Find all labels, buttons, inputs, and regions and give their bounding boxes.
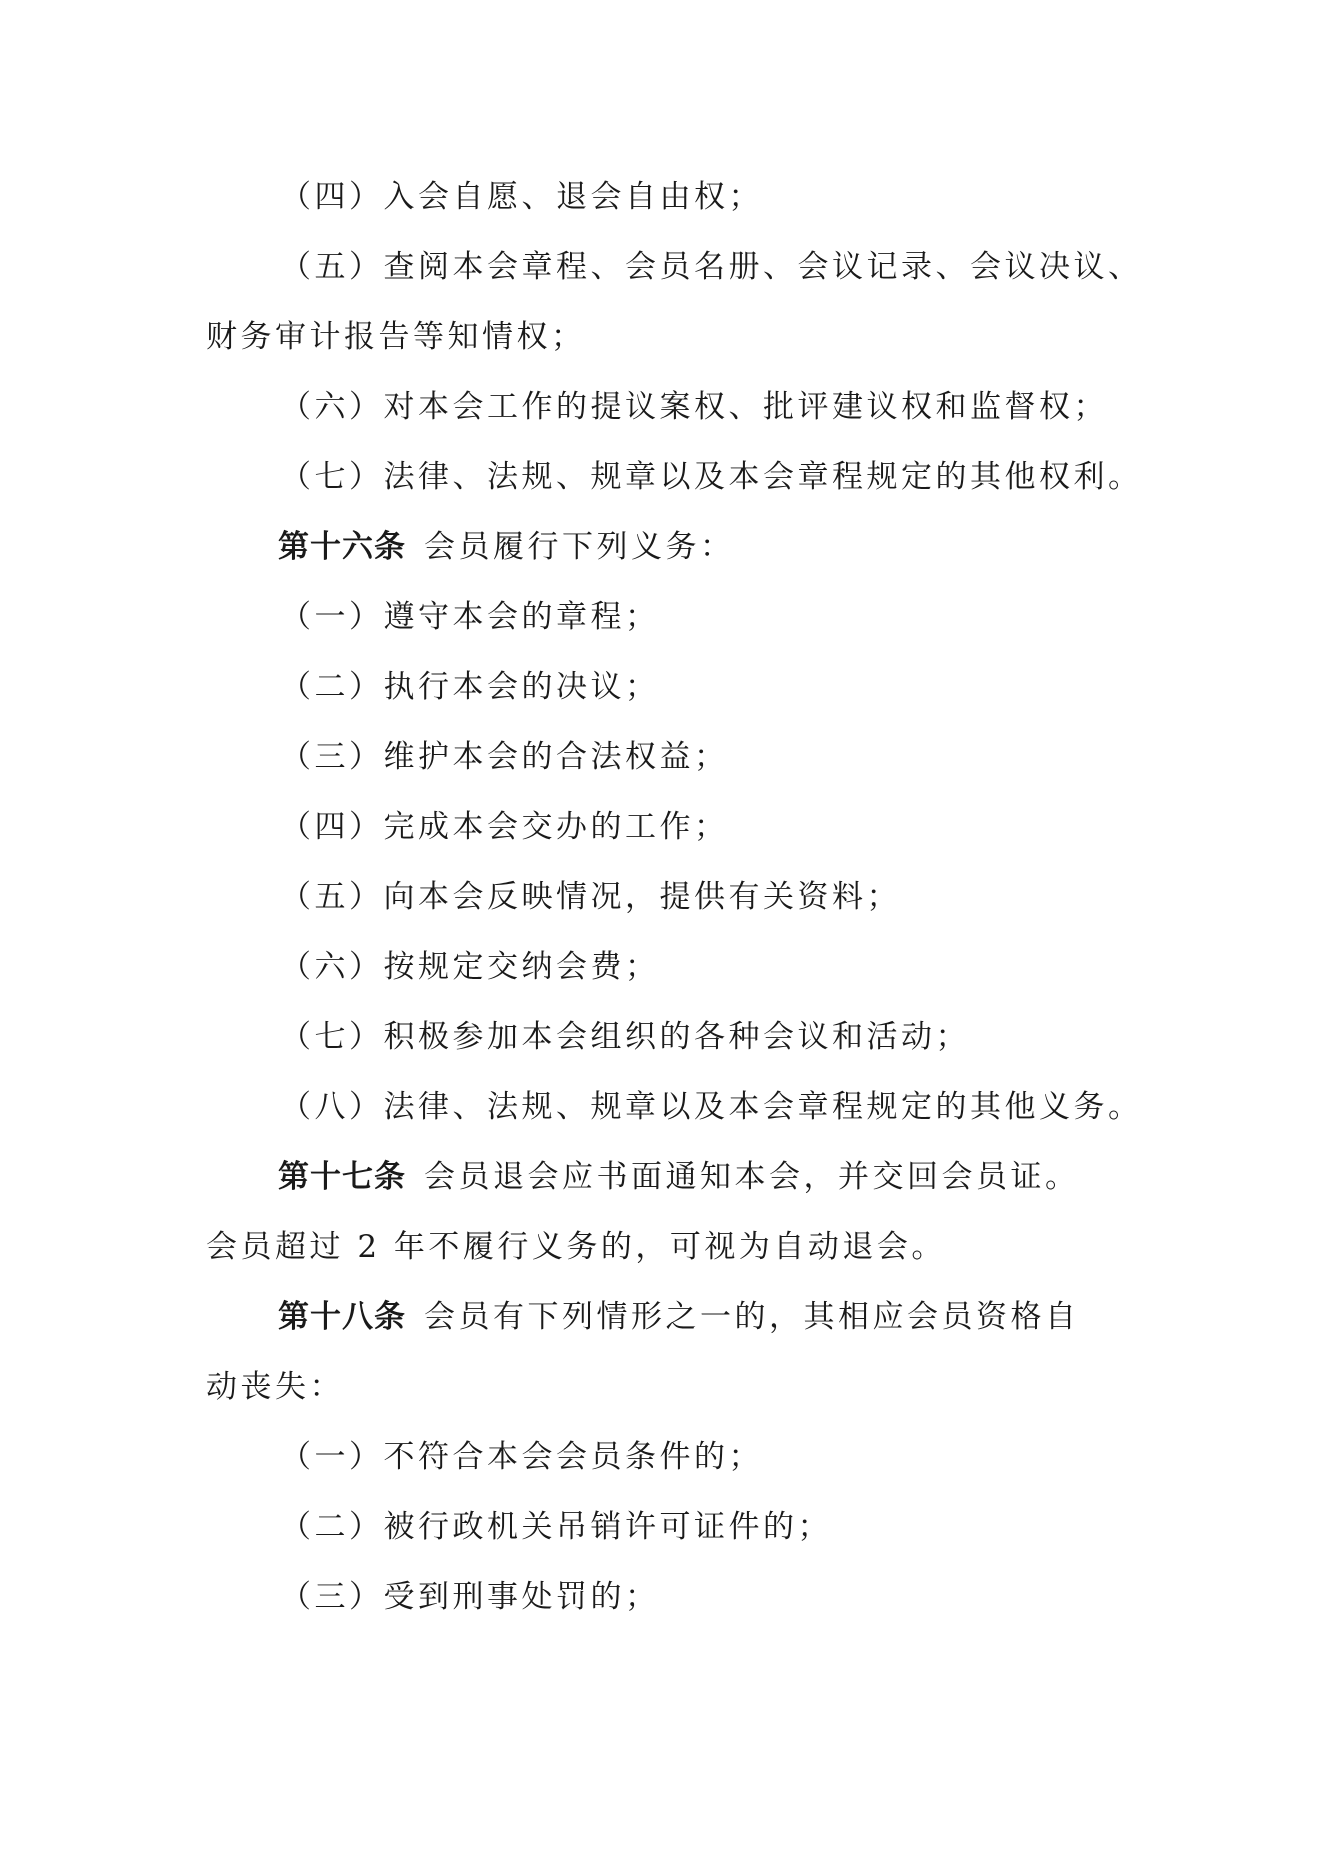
duty-item-5: （五）向本会反映情况，提供有关资料； xyxy=(280,879,901,915)
article-16-number: 第十六条 xyxy=(278,529,406,565)
right-item-4: （四）入会自愿、退会自由权； xyxy=(280,179,763,215)
article-16 xyxy=(0,527,1323,567)
loss-item-3: （三）受到刑事处罚的； xyxy=(280,1579,660,1615)
article-17-continuation: 会员超过 2 年不履行义务的，可视为自动退会。 xyxy=(206,1229,946,1265)
duty-item-4: （四）完成本会交办的工作； xyxy=(280,809,729,845)
article-17 xyxy=(0,1157,1323,1197)
right-item-6: （六）对本会工作的提议案权、批评建议权和监督权； xyxy=(280,389,1108,425)
article-18-text: 会员有下列情形之一的，其相应会员资格自 xyxy=(424,1299,1080,1335)
duty-item-3: （三）维护本会的合法权益； xyxy=(280,739,729,775)
duty-item-7: （七）积极参加本会组织的各种会议和活动； xyxy=(280,1019,970,1055)
loss-item-2: （二）被行政机关吊销许可证件的； xyxy=(280,1509,832,1545)
duty-item-2: （二）执行本会的决议； xyxy=(280,669,660,705)
loss-item-1: （一）不符合本会会员条件的； xyxy=(280,1439,763,1475)
article-17-number: 第十七条 xyxy=(278,1159,406,1195)
right-item-7: （七）法律、法规、规章以及本会章程规定的其他权利。 xyxy=(280,459,1143,495)
article-16-text: 会员履行下列义务： xyxy=(424,529,735,565)
duty-item-6: （六）按规定交纳会费； xyxy=(280,949,660,985)
article-17-text: 会员退会应书面通知本会，并交回会员证。 xyxy=(424,1159,1080,1195)
duty-item-1: （一）遵守本会的章程； xyxy=(280,599,660,635)
right-item-5-line-2: 财务审计报告等知情权； xyxy=(206,319,586,355)
right-item-5-line-1: （五）查阅本会章程、会员名册、会议记录、会议决议、 xyxy=(280,249,1143,285)
article-18-continuation: 动丧失： xyxy=(206,1369,344,1405)
article-18 xyxy=(0,1297,1323,1337)
duty-item-8: （八）法律、法规、规章以及本会章程规定的其他义务。 xyxy=(280,1089,1143,1125)
article-18-number: 第十八条 xyxy=(278,1299,406,1335)
